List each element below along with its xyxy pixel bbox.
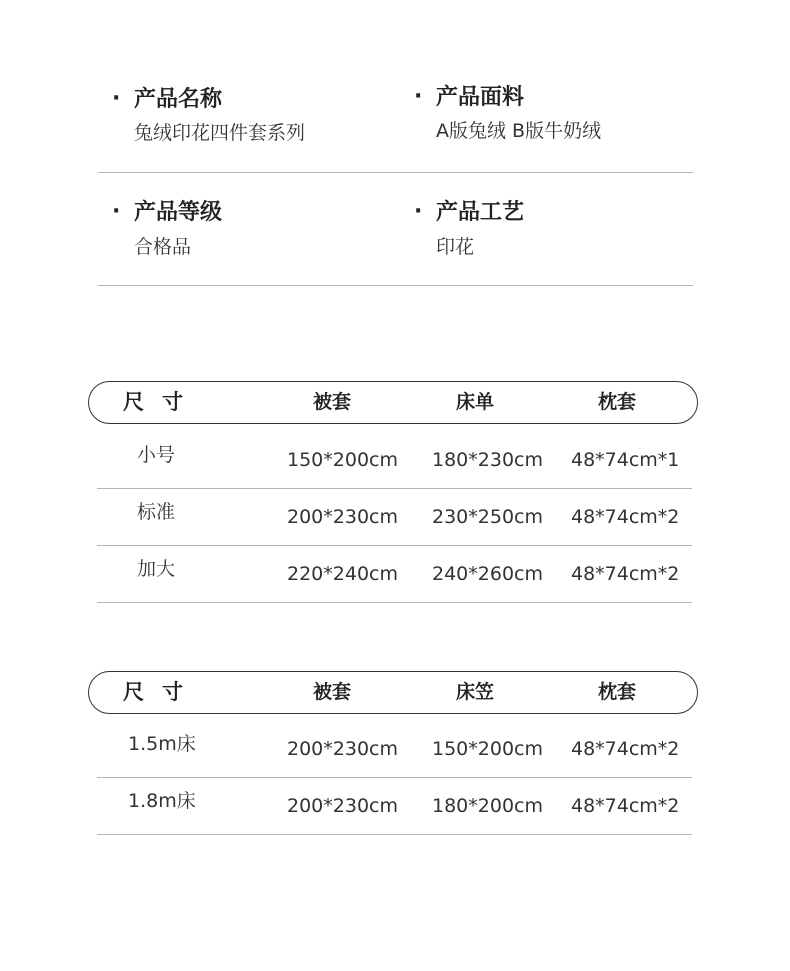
divider: [98, 172, 693, 173]
row-divider: [97, 834, 692, 835]
cell-size: 加大: [137, 558, 176, 580]
header-sheet: 床单: [456, 391, 495, 413]
header-size: 尺寸: [123, 680, 201, 704]
table-row: [97, 432, 692, 489]
cell-sheet: 240*260cm: [432, 563, 543, 585]
divider: [98, 285, 693, 286]
info-value: 合格品: [134, 236, 192, 258]
cell-size: 1.8m床: [128, 790, 196, 812]
info-label: 产品等级: [134, 200, 223, 225]
table-header: [88, 381, 698, 424]
table-row: [97, 489, 692, 546]
cell-size: 1.5m床: [128, 733, 196, 755]
bullet: ·: [414, 84, 423, 109]
header-fitted-sheet: 床笠: [456, 681, 495, 703]
table-header: [88, 671, 698, 714]
info-label: 产品工艺: [436, 200, 525, 225]
cell-duvet: 200*230cm: [287, 738, 398, 760]
info-label: 产品面料: [436, 85, 525, 110]
header-pillowcase: 枕套: [598, 391, 637, 413]
bullet: ·: [414, 199, 423, 224]
cell-sheet: 180*230cm: [432, 449, 543, 471]
info-value: 兔绒印花四件套系列: [134, 122, 306, 144]
cell-duvet: 200*230cm: [287, 506, 398, 528]
header-size: 尺寸: [123, 390, 201, 414]
header-duvet: 被套: [313, 681, 352, 703]
bullet: ·: [112, 86, 121, 111]
cell-size: 小号: [137, 444, 176, 466]
info-value: 印花: [436, 236, 475, 258]
bullet: ·: [112, 199, 121, 224]
cell-pillowcase: 48*74cm*2: [571, 795, 680, 817]
row-divider: [97, 602, 692, 603]
cell-pillowcase: 48*74cm*1: [571, 449, 680, 471]
header-pillowcase: 枕套: [598, 681, 637, 703]
table-row: [97, 778, 692, 835]
cell-duvet: 220*240cm: [287, 563, 398, 585]
info-label: 产品名称: [134, 87, 223, 112]
cell-fitted-sheet: 150*200cm: [432, 738, 543, 760]
header-duvet: 被套: [313, 391, 352, 413]
cell-pillowcase: 48*74cm*2: [571, 738, 680, 760]
cell-duvet: 200*230cm: [287, 795, 398, 817]
cell-fitted-sheet: 180*200cm: [432, 795, 543, 817]
info-value: A版兔绒 B版牛奶绒: [436, 120, 602, 142]
cell-duvet: 150*200cm: [287, 449, 398, 471]
table-row: [97, 546, 692, 603]
table-row: [97, 721, 692, 778]
cell-pillowcase: 48*74cm*2: [571, 506, 680, 528]
cell-sheet: 230*250cm: [432, 506, 543, 528]
cell-pillowcase: 48*74cm*2: [571, 563, 680, 585]
cell-size: 标准: [137, 501, 176, 523]
